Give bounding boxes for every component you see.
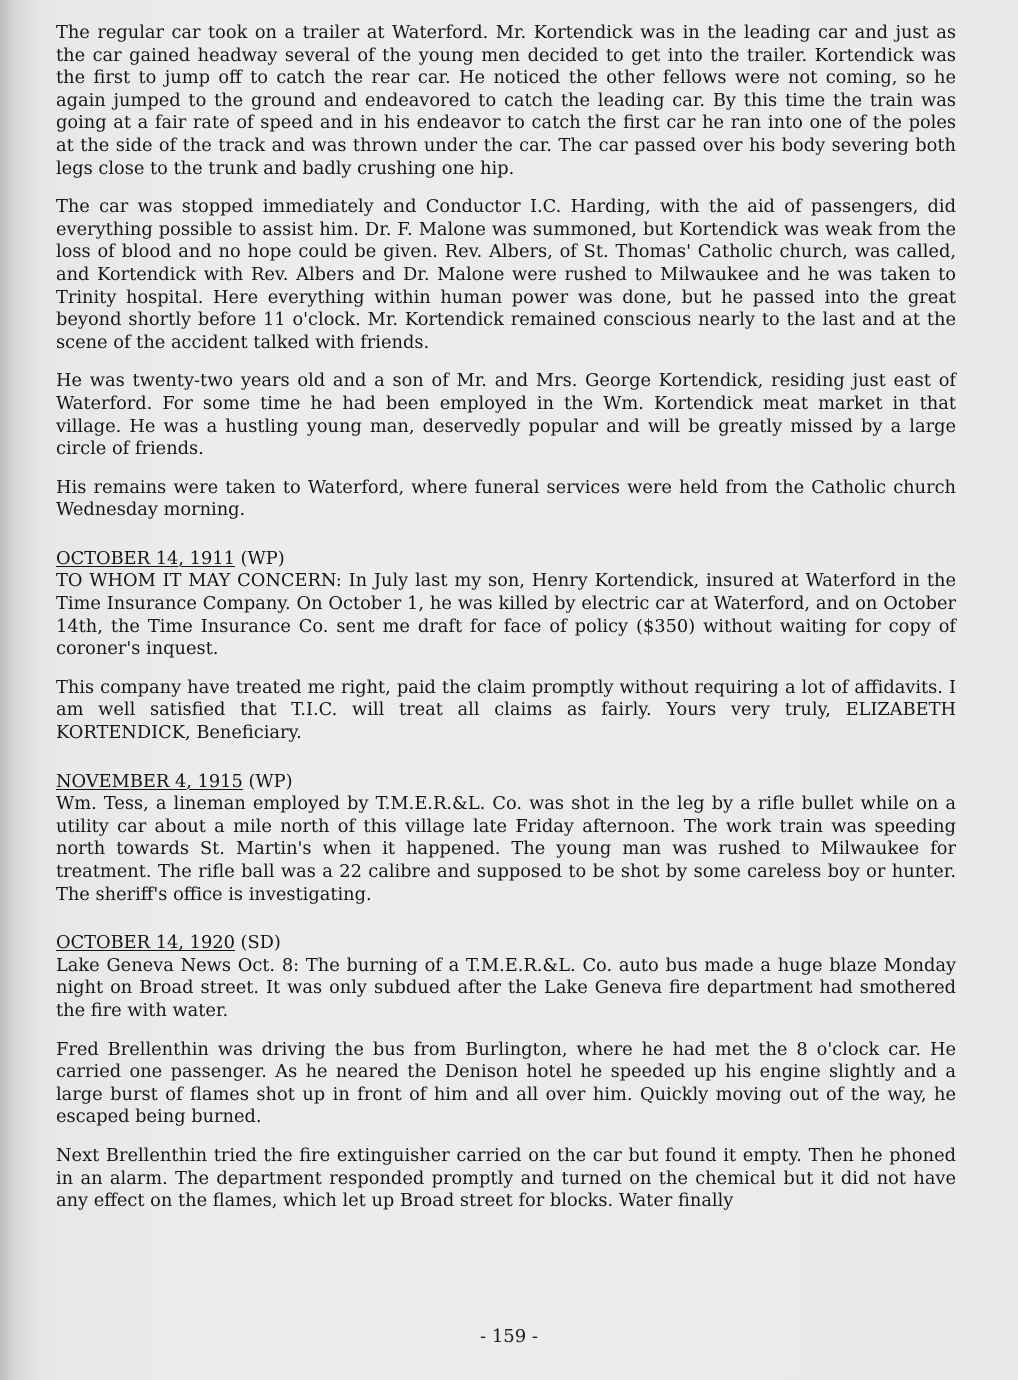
paragraph: Fred Brellenthin was driving the bus from Burlington, where he had met the 8 o'clock car. He carried one passenger. As he neared the Denison hotel he speeded up his engine slightly and a large burst of flames shot up in front of him and all over him. Quickly moving out of the way, he escaped being burned. (56, 1038, 956, 1128)
article-heading (56, 771, 956, 794)
paragraph: The regular car took on a trailer at Waterford. Mr. Kortendick was in the leading car and just as the car gained headway several of the young men decided to get into the trailer. Kortendick was the first to jump off to catch the rear car. He noticed the other fellows were not coming, so he again jumped to the ground and endeavored to catch the leading car. By this time the train was going at a fair rate of speed and in his endeavor to catch the first car he ran into one of the poles at the side of the track and was thrown under the car. The car passed over his body severing both legs close to the trunk and badly crushing one hip. (56, 22, 956, 179)
page-text-body (56, 22, 956, 1213)
article-source: (SD) (240, 932, 281, 954)
article-oct-1911 (56, 548, 956, 745)
article-oct-1920 (56, 932, 956, 1213)
article-kortendick-accident (56, 22, 956, 522)
article-heading (56, 932, 956, 955)
paragraph: Wm. Tess, a lineman employed by T.M.E.R.&L. Co. was shot in the leg by a rifle bullet while on a utility car about a mile north of this village late Friday afternoon. The work train was speeding north towards St. Martin's when it happened. The young man was rushed to Milwaukee for treatment. The rifle ball was a 22 calibre and supposed to be shot by some careless boy or hunter. The sheriff's office is investigating. (56, 793, 956, 905)
article-heading (56, 548, 956, 571)
article-date: OCTOBER 14, 1920 (56, 932, 235, 954)
paragraph: This company have treated me right, paid the claim promptly without requiring a lot of affidavits. I am well satisfied that T.I.C. will treat all claims as fairly. Yours very truly, ELIZABETH KORTENDICK, Beneficiary. (56, 676, 956, 744)
paragraph: Lake Geneva News Oct. 8: The burning of a T.M.E.R.&L. Co. auto bus made a huge blaze Monday night on Broad street. It was only subdued after the Lake Geneva fire department had smothered the fire with water. (56, 954, 956, 1021)
article-nov-1915 (56, 771, 956, 907)
article-source: (WP) (240, 547, 285, 569)
article-date: OCTOBER 14, 1911 (56, 547, 235, 569)
article-source: (WP) (248, 770, 293, 792)
paragraph: TO WHOM IT MAY CONCERN: In July last my son, Henry Kortendick, insured at Waterford in the Time Insurance Company. On October 1, he was killed by electric car at Waterford, and on October 14th, the Time Insurance Co. sent me draft for face of policy ($350) without waiting for copy of coroner's inquest. (56, 570, 956, 660)
article-date: NOVEMBER 4, 1915 (56, 770, 243, 792)
paragraph: Next Brellenthin tried the fire extinguisher carried on the car but found it empty. Then he phoned in an alarm. The department responded promptly and turned on the chemical but it did not have any effect on the flames, which let up Broad street for blocks. Water finally (56, 1144, 956, 1212)
paragraph: He was twenty-two years old and a son of Mr. and Mrs. George Kortendick, residing just east of Waterford. For some time he had been employed in the Wm. Kortendick meat market in that village. He was a hustling young man, deservedly popular and will be greatly missed by a large circle of friends. (56, 370, 956, 460)
paragraph: The car was stopped immediately and Conductor I.C. Harding, with the aid of passengers, did everything possible to assist him. Dr. F. Malone was summoned, but Kortendick was weak from the loss of blood and no hope could be given. Rev. Albers, of St. Thomas' Catholic church, was called, and Kortendick with Rev. Albers and Dr. Malone were rushed to Milwaukee and he was taken to Trinity hospital. Here everything within human power was done, but he passed into the great beyond shortly before 11 o'clock. Mr. Kortendick remained conscious nearly to the last and at the scene of the accident talked with friends. (56, 196, 956, 353)
page-number: - 159 - (480, 1326, 538, 1347)
paragraph: His remains were taken to Waterford, where funeral services were held from the Catholic church Wednesday morning. (56, 476, 956, 521)
